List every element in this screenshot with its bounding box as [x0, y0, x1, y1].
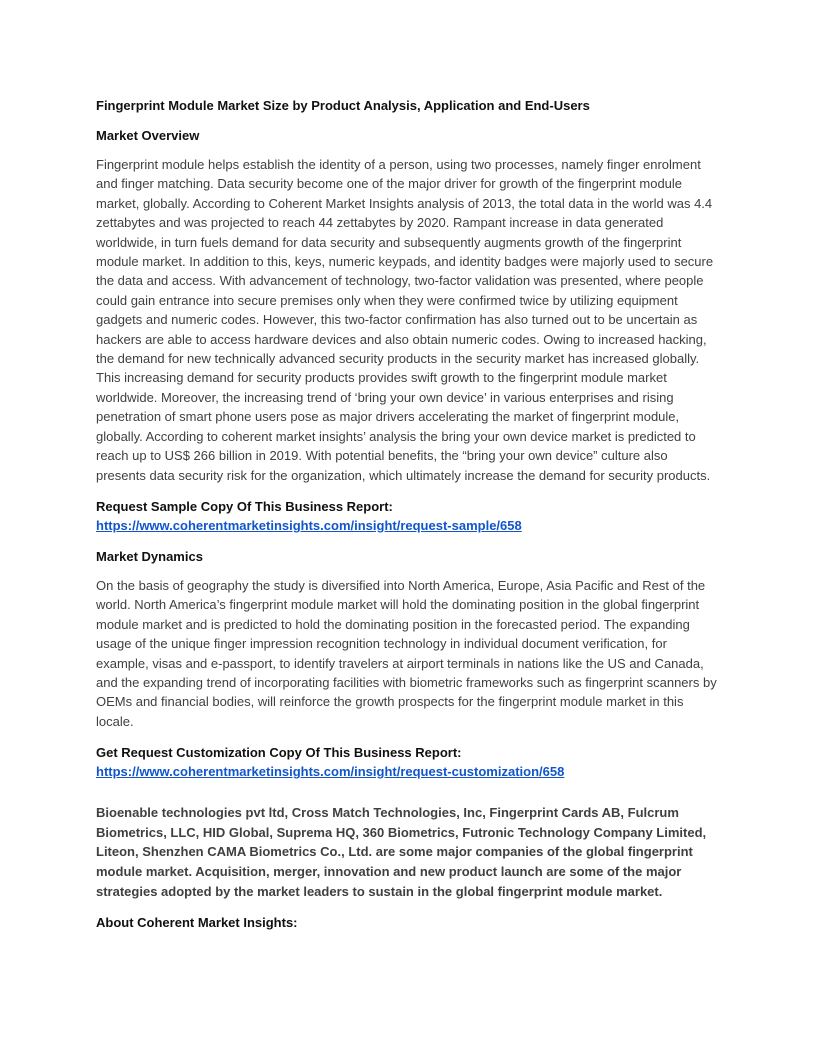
market-overview-paragraph: Fingerprint module helps establish the identity of a person, using two processes, namely finger enrolment and finger matching. Data security become one of the major driver for growth of the fingerprint module market, globally. According to Coherent Market Insights analysis of 2013, the total data in the world was 4.4 zettabytes and was projected to reach 44 zettabytes by 2020. Rampant increase in data generated worldwide, in turn fuels demand for data security and subsequently augments growth of the fingerprint module market. In addition to this, keys, numeric keypads, and identity badges were majorly used to secure the data and access. With advancement of technology, two-factor validation was presented, where people could gain entrance into secure premises only when they were confirmed twice by utilizing equipment gadgets and numeric codes. However, this two-factor confirmation has also turned out to be uncertain as hackers are able to access hardware devices and also obtain numeric codes. Owing to increased hacking, the demand for new technically advanced security products in the security market has increased globally. This increasing demand for security products provides swift growth to the fingerprint module market worldwide. Moreover, the increasing trend of ‘bring your own device’ in various enterprises and rising penetration of smart phone users pose as major drivers accelerating the market of fingerprint module, globally. According to coherent market insights’ analysis the bring your own device market is predicted to reach up to US$ 266 billion in 2019. With potential benefits, the “bring your own device” culture also presents data security risk for the organization, which ultimately increase the demand for security products.	[96, 157, 714, 483]
major-companies-paragraph: Bioenable technologies pvt ltd, Cross Match Technologies, Inc, Fingerprint Cards AB, Fulcrum Biometrics, LLC, HID Global, Suprema HQ, 360 Biometrics, Futronic Technology Company Limited, Liteon, Shenzhen CAMA Biometrics Co., Ltd. are some major companies of the global fingerprint module market. Acquisition, merger, innovation and new product launch are some of the major strategies adopted by the market leaders to sustain in the global fingerprint module market.	[96, 805, 707, 899]
market-dynamics-heading: Market Dynamics	[96, 548, 203, 564]
document-title: Fingerprint Module Market Size by Product Analysis, Application and End-Users	[96, 98, 590, 113]
market-dynamics-paragraph: On the basis of geography the study is diversified into North America, Europe, Asia Pacific and Rest of the world. North America’s fingerprint module market will hold the dominating position in the global fingerprint module market and is predicted to hold the dominating position in the forecasted period. The expanding usage of the unique finger impression recognition technology in individual document verification, for example, visas and e-passport, to identify travelers at airport terminals in nations like the US and Canada, and the expanding trend of incorporating facilities with biometric frameworks such as fingerprint scanners by OEMs and financial bodies, will reinforce the growth prospects for the fingerprint module market in this locale.	[96, 577, 717, 729]
about-heading: About Coherent Market Insights:	[96, 915, 298, 931]
request-customization-label: Get Request Customization Copy Of This Business Report:	[96, 745, 462, 761]
request-sample-label: Request Sample Copy Of This Business Report:	[96, 498, 393, 514]
market-overview-heading: Market Overview	[96, 128, 200, 143]
document-page	[96, 96, 720, 942]
request-sample-link[interactable]: https://www.coherentmarketinsights.com/insight/request-sample/658	[96, 517, 522, 533]
request-customization-link[interactable]: https://www.coherentmarketinsights.com/insight/request-customization/658	[96, 764, 565, 780]
